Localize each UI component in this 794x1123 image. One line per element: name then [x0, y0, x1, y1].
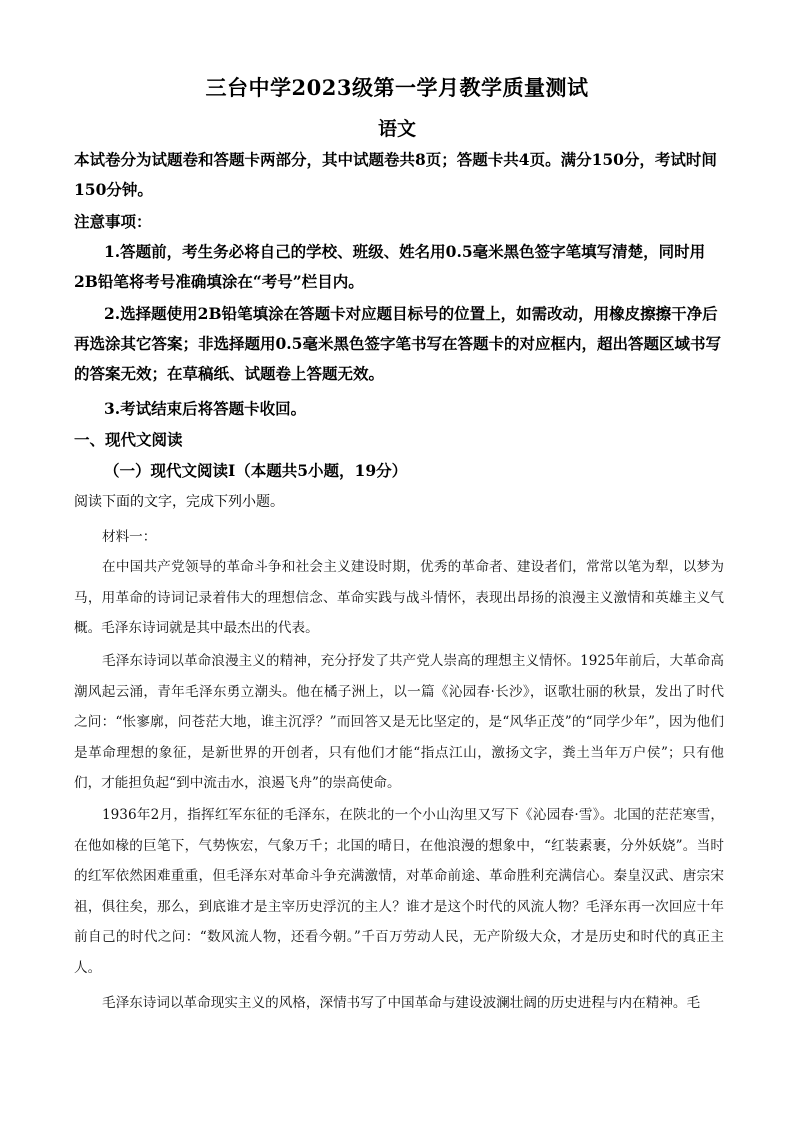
page-title: 三台中学2023级第一学月教学质量测试 — [205, 75, 589, 100]
notice-item: 3.考试结束后将答题卡收回。 — [104, 399, 307, 418]
material-paragraph: 毛泽东诗词以革命浪漫主义的精神，充分抒发了共产党人崇高的理想主义情怀。1925年前后，大革命高潮风起云涌，青年毛泽东勇立潮头。他在橘子洲上，以一篇《沁园春·长沙》，讴歌壮丽的秋景，发出了时代之问：“怅寥廓，问苍茫大地，谁主沉浮？”而回答又是无比坚定的，是“风华正茂”的“同学少年”，因为他们是革命理想的象征，是新世界的开创者，只有他们才能“指点江山，激扬文字，粪土当年万户侯”；只有他们，才能担负起“到中流击水，浪遏飞舟”的崇高使命。 — [74, 653, 724, 791]
material-paragraph: 1936年2月，指挥红军东征的毛泽东，在陕北的一个小山沟里又写下《沁园春·雪》。北国的茫茫寒雪，在他如椽的巨笔下，气势恢宏，气象万千；北国的晴日，在他浪漫的想象中，“红装素裹，分外妖娆”。当时的红军依然困难重重，但毛泽东对革命斗争充满激情，对革命前途、革命胜利充满信心。秦皇汉武、唐宗宋祖，俱往矣，那么，到底谁才是主宰历史浮沉的主人？谁才是这个时代的风流人物？毛泽东再一次回应十年前自己的时代之问：“数风流人物，还看今朝。”千百万劳动人民，无产阶级大众，才是历史和时代的真正主人。 — [74, 807, 724, 976]
subsection-title: （一）现代文阅读Ⅰ（本题共5小题，19分） — [104, 461, 408, 480]
material-label: 材料一： — [102, 529, 157, 545]
material-paragraph: 毛泽东诗词以革命现实主义的风格，深情书写了中国革命与建设波澜壮阔的历史进程与内在精神。毛 — [102, 995, 701, 1011]
section-title: 一、现代文阅读 — [74, 430, 183, 449]
subject-title: 语文 — [377, 118, 416, 140]
material-paragraph: 在中国共产党领导的革命斗争和社会主义建设时期，优秀的革命者、建设者们，常常以笔为犁，以梦为马，用革命的诗词记录着伟大的理想信念、革命实践与战斗情怀，表现出昂扬的浪漫主义激情和英雄主义气概。毛泽东诗词就是其中最杰出的代表。 — [74, 559, 724, 636]
reading-instruction: 阅读下面的文字，完成下列小题。 — [74, 494, 284, 510]
notice-item: 1.答题前，考生务必将自己的学校、班级、姓名用0.5毫米黑色签字笔填写清楚，同时用2B铅笔将考号准确填涂在“考号”栏目内。 — [74, 242, 706, 291]
notice-item: 2.选择题使用2B铅笔填涂在答题卡对应题目标号的位置上，如需改动，用橡皮擦擦干净后再选涂其它答案；非选择题用0.5毫米黑色签字笔书写在答题卡的对应框内，超出答题区域书写的答案无效；在草稿纸、试题卷上答题无效。 — [74, 304, 721, 383]
notice-heading: 注意事项： — [74, 212, 152, 231]
exam-intro: 本试卷分为试题卷和答题卡两部分，其中试题卷共8页；答题卡共4页。满分150分，考试时间150分钟。 — [74, 150, 717, 199]
